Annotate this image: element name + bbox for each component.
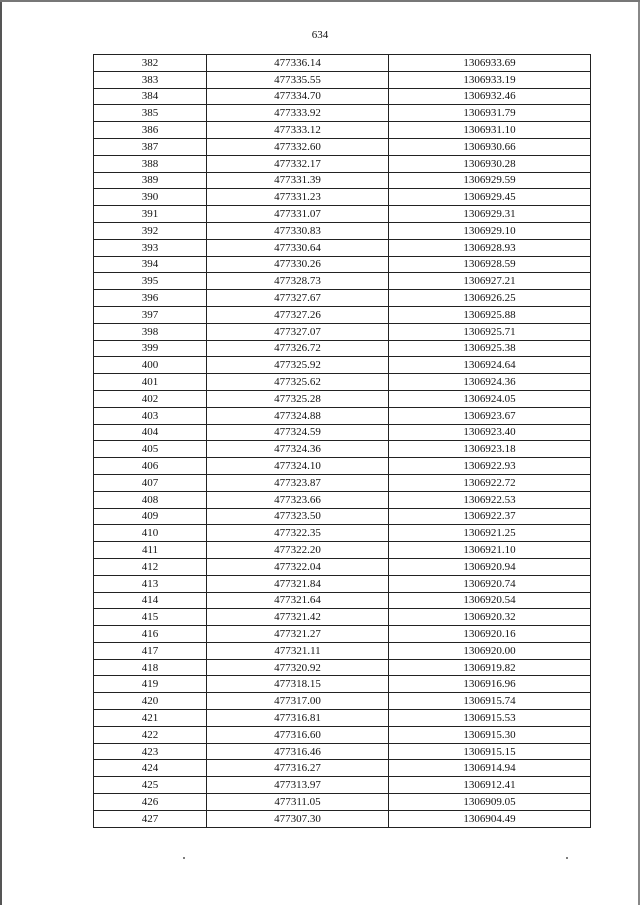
coordinates-table [93,54,591,828]
y-coordinate-cell: 1306925.38 [389,340,591,357]
x-coordinate-cell: 477321.27 [207,626,389,643]
point-number-cell: 410 [94,525,207,542]
point-number-cell: 392 [94,222,207,239]
y-coordinate-cell: 1306924.64 [389,357,591,374]
x-coordinate-cell: 477316.46 [207,743,389,760]
y-coordinate-cell: 1306924.36 [389,374,591,391]
y-coordinate-cell: 1306920.54 [389,592,591,609]
y-coordinate-cell: 1306915.74 [389,693,591,710]
x-coordinate-cell: 477311.05 [207,794,389,811]
point-number-cell: 407 [94,474,207,491]
table-row [94,676,591,693]
table-row [94,726,591,743]
x-coordinate-cell: 477321.11 [207,642,389,659]
y-coordinate-cell: 1306930.28 [389,155,591,172]
table-row [94,794,591,811]
x-coordinate-cell: 477327.67 [207,290,389,307]
x-coordinate-cell: 477324.36 [207,441,389,458]
y-coordinate-cell: 1306929.10 [389,222,591,239]
point-number-cell: 406 [94,458,207,475]
table-row [94,760,591,777]
y-coordinate-cell: 1306920.74 [389,575,591,592]
x-coordinate-cell: 477332.17 [207,155,389,172]
point-number-cell: 408 [94,491,207,508]
y-coordinate-cell: 1306923.40 [389,424,591,441]
y-coordinate-cell: 1306924.05 [389,390,591,407]
point-number-cell: 421 [94,710,207,727]
y-coordinate-cell: 1306914.94 [389,760,591,777]
x-coordinate-cell: 477326.72 [207,340,389,357]
x-coordinate-cell: 477323.66 [207,491,389,508]
table-row [94,693,591,710]
point-number-cell: 423 [94,743,207,760]
table-row [94,122,591,139]
x-coordinate-cell: 477322.35 [207,525,389,542]
y-coordinate-cell: 1306932.46 [389,88,591,105]
table-row [94,71,591,88]
y-coordinate-cell: 1306929.45 [389,189,591,206]
point-number-cell: 384 [94,88,207,105]
y-coordinate-cell: 1306923.67 [389,407,591,424]
table-row [94,626,591,643]
point-number-cell: 383 [94,71,207,88]
y-coordinate-cell: 1306915.30 [389,726,591,743]
y-coordinate-cell: 1306925.71 [389,323,591,340]
table-row [94,222,591,239]
point-number-cell: 401 [94,374,207,391]
y-coordinate-cell: 1306931.10 [389,122,591,139]
y-coordinate-cell: 1306928.59 [389,256,591,273]
y-coordinate-cell: 1306904.49 [389,810,591,827]
y-coordinate-cell: 1306930.66 [389,138,591,155]
x-coordinate-cell: 477331.07 [207,206,389,223]
table-row [94,609,591,626]
x-coordinate-cell: 477334.70 [207,88,389,105]
table-row [94,558,591,575]
table-row [94,340,591,357]
y-coordinate-cell: 1306922.37 [389,508,591,525]
x-coordinate-cell: 477325.62 [207,374,389,391]
table-row [94,306,591,323]
point-number-cell: 390 [94,189,207,206]
x-coordinate-cell: 477318.15 [207,676,389,693]
x-coordinate-cell: 477323.87 [207,474,389,491]
x-coordinate-cell: 477321.42 [207,609,389,626]
table-row [94,659,591,676]
y-coordinate-cell: 1306929.59 [389,172,591,189]
x-coordinate-cell: 477324.88 [207,407,389,424]
x-coordinate-cell: 477332.60 [207,138,389,155]
point-number-cell: 397 [94,306,207,323]
point-number-cell: 394 [94,256,207,273]
point-number-cell: 398 [94,323,207,340]
point-number-cell: 400 [94,357,207,374]
point-number-cell: 417 [94,642,207,659]
y-coordinate-cell: 1306920.00 [389,642,591,659]
table-row [94,256,591,273]
table-row [94,542,591,559]
table-row [94,390,591,407]
table-row [94,491,591,508]
x-coordinate-cell: 477320.92 [207,659,389,676]
point-number-cell: 418 [94,659,207,676]
x-coordinate-cell: 477322.04 [207,558,389,575]
point-number-cell: 405 [94,441,207,458]
table-row [94,642,591,659]
point-number-cell: 419 [94,676,207,693]
table-row [94,155,591,172]
x-coordinate-cell: 477327.26 [207,306,389,323]
point-number-cell: 385 [94,105,207,122]
point-number-cell: 425 [94,777,207,794]
point-number-cell: 395 [94,273,207,290]
point-number-cell: 391 [94,206,207,223]
point-number-cell: 399 [94,340,207,357]
table-row [94,138,591,155]
x-coordinate-cell: 477333.12 [207,122,389,139]
y-coordinate-cell: 1306920.94 [389,558,591,575]
table-row [94,374,591,391]
x-coordinate-cell: 477328.73 [207,273,389,290]
y-coordinate-cell: 1306929.31 [389,206,591,223]
y-coordinate-cell: 1306919.82 [389,659,591,676]
page-number: 634 [311,29,329,41]
x-coordinate-cell: 477316.81 [207,710,389,727]
y-coordinate-cell: 1306933.19 [389,71,591,88]
x-coordinate-cell: 477321.64 [207,592,389,609]
point-number-cell: 411 [94,542,207,559]
y-coordinate-cell: 1306926.25 [389,290,591,307]
point-number-cell: 389 [94,172,207,189]
table-row [94,290,591,307]
y-coordinate-cell: 1306921.25 [389,525,591,542]
point-number-cell: 413 [94,575,207,592]
y-coordinate-cell: 1306920.16 [389,626,591,643]
x-coordinate-cell: 477335.55 [207,71,389,88]
y-coordinate-cell: 1306923.18 [389,441,591,458]
table-row [94,710,591,727]
table-row [94,424,591,441]
point-number-cell: 414 [94,592,207,609]
x-coordinate-cell: 477324.10 [207,458,389,475]
y-coordinate-cell: 1306922.53 [389,491,591,508]
x-coordinate-cell: 477324.59 [207,424,389,441]
point-number-cell: 393 [94,239,207,256]
table-row [94,323,591,340]
x-coordinate-cell: 477327.07 [207,323,389,340]
table-row [94,525,591,542]
x-coordinate-cell: 477330.83 [207,222,389,239]
table-row [94,88,591,105]
table-row [94,777,591,794]
x-coordinate-cell: 477325.92 [207,357,389,374]
scan-speck [183,857,185,859]
point-number-cell: 420 [94,693,207,710]
table-row [94,743,591,760]
table-row [94,575,591,592]
y-coordinate-cell: 1306915.15 [389,743,591,760]
point-number-cell: 412 [94,558,207,575]
table-row [94,206,591,223]
x-coordinate-cell: 477316.27 [207,760,389,777]
y-coordinate-cell: 1306931.79 [389,105,591,122]
point-number-cell: 388 [94,155,207,172]
x-coordinate-cell: 477307.30 [207,810,389,827]
point-number-cell: 427 [94,810,207,827]
point-number-cell: 422 [94,726,207,743]
y-coordinate-cell: 1306915.53 [389,710,591,727]
table-row [94,458,591,475]
x-coordinate-cell: 477317.00 [207,693,389,710]
table-row [94,55,591,72]
point-number-cell: 426 [94,794,207,811]
y-coordinate-cell: 1306912.41 [389,777,591,794]
y-coordinate-cell: 1306922.72 [389,474,591,491]
x-coordinate-cell: 477316.60 [207,726,389,743]
point-number-cell: 415 [94,609,207,626]
y-coordinate-cell: 1306920.32 [389,609,591,626]
point-number-cell: 404 [94,424,207,441]
table-row [94,273,591,290]
scan-edge-left [0,0,2,905]
x-coordinate-cell: 477336.14 [207,55,389,72]
scan-speck [566,857,568,859]
table-row [94,441,591,458]
table-row [94,172,591,189]
y-coordinate-cell: 1306927.21 [389,273,591,290]
y-coordinate-cell: 1306928.93 [389,239,591,256]
x-coordinate-cell: 477331.23 [207,189,389,206]
coordinates-table-body [94,55,591,828]
x-coordinate-cell: 477322.20 [207,542,389,559]
table-row [94,189,591,206]
scan-edge-top [0,0,640,2]
y-coordinate-cell: 1306916.96 [389,676,591,693]
x-coordinate-cell: 477333.92 [207,105,389,122]
x-coordinate-cell: 477330.64 [207,239,389,256]
point-number-cell: 382 [94,55,207,72]
x-coordinate-cell: 477313.97 [207,777,389,794]
table-row [94,810,591,827]
table-row [94,592,591,609]
point-number-cell: 409 [94,508,207,525]
y-coordinate-cell: 1306921.10 [389,542,591,559]
x-coordinate-cell: 477331.39 [207,172,389,189]
point-number-cell: 416 [94,626,207,643]
x-coordinate-cell: 477323.50 [207,508,389,525]
point-number-cell: 396 [94,290,207,307]
y-coordinate-cell: 1306909.05 [389,794,591,811]
y-coordinate-cell: 1306925.88 [389,306,591,323]
y-coordinate-cell: 1306922.93 [389,458,591,475]
point-number-cell: 403 [94,407,207,424]
point-number-cell: 424 [94,760,207,777]
table-row [94,357,591,374]
x-coordinate-cell: 477330.26 [207,256,389,273]
x-coordinate-cell: 477325.28 [207,390,389,407]
y-coordinate-cell: 1306933.69 [389,55,591,72]
point-number-cell: 386 [94,122,207,139]
table-row [94,239,591,256]
x-coordinate-cell: 477321.84 [207,575,389,592]
point-number-cell: 387 [94,138,207,155]
point-number-cell: 402 [94,390,207,407]
table-row [94,508,591,525]
table-row [94,105,591,122]
table-row [94,407,591,424]
table-row [94,474,591,491]
